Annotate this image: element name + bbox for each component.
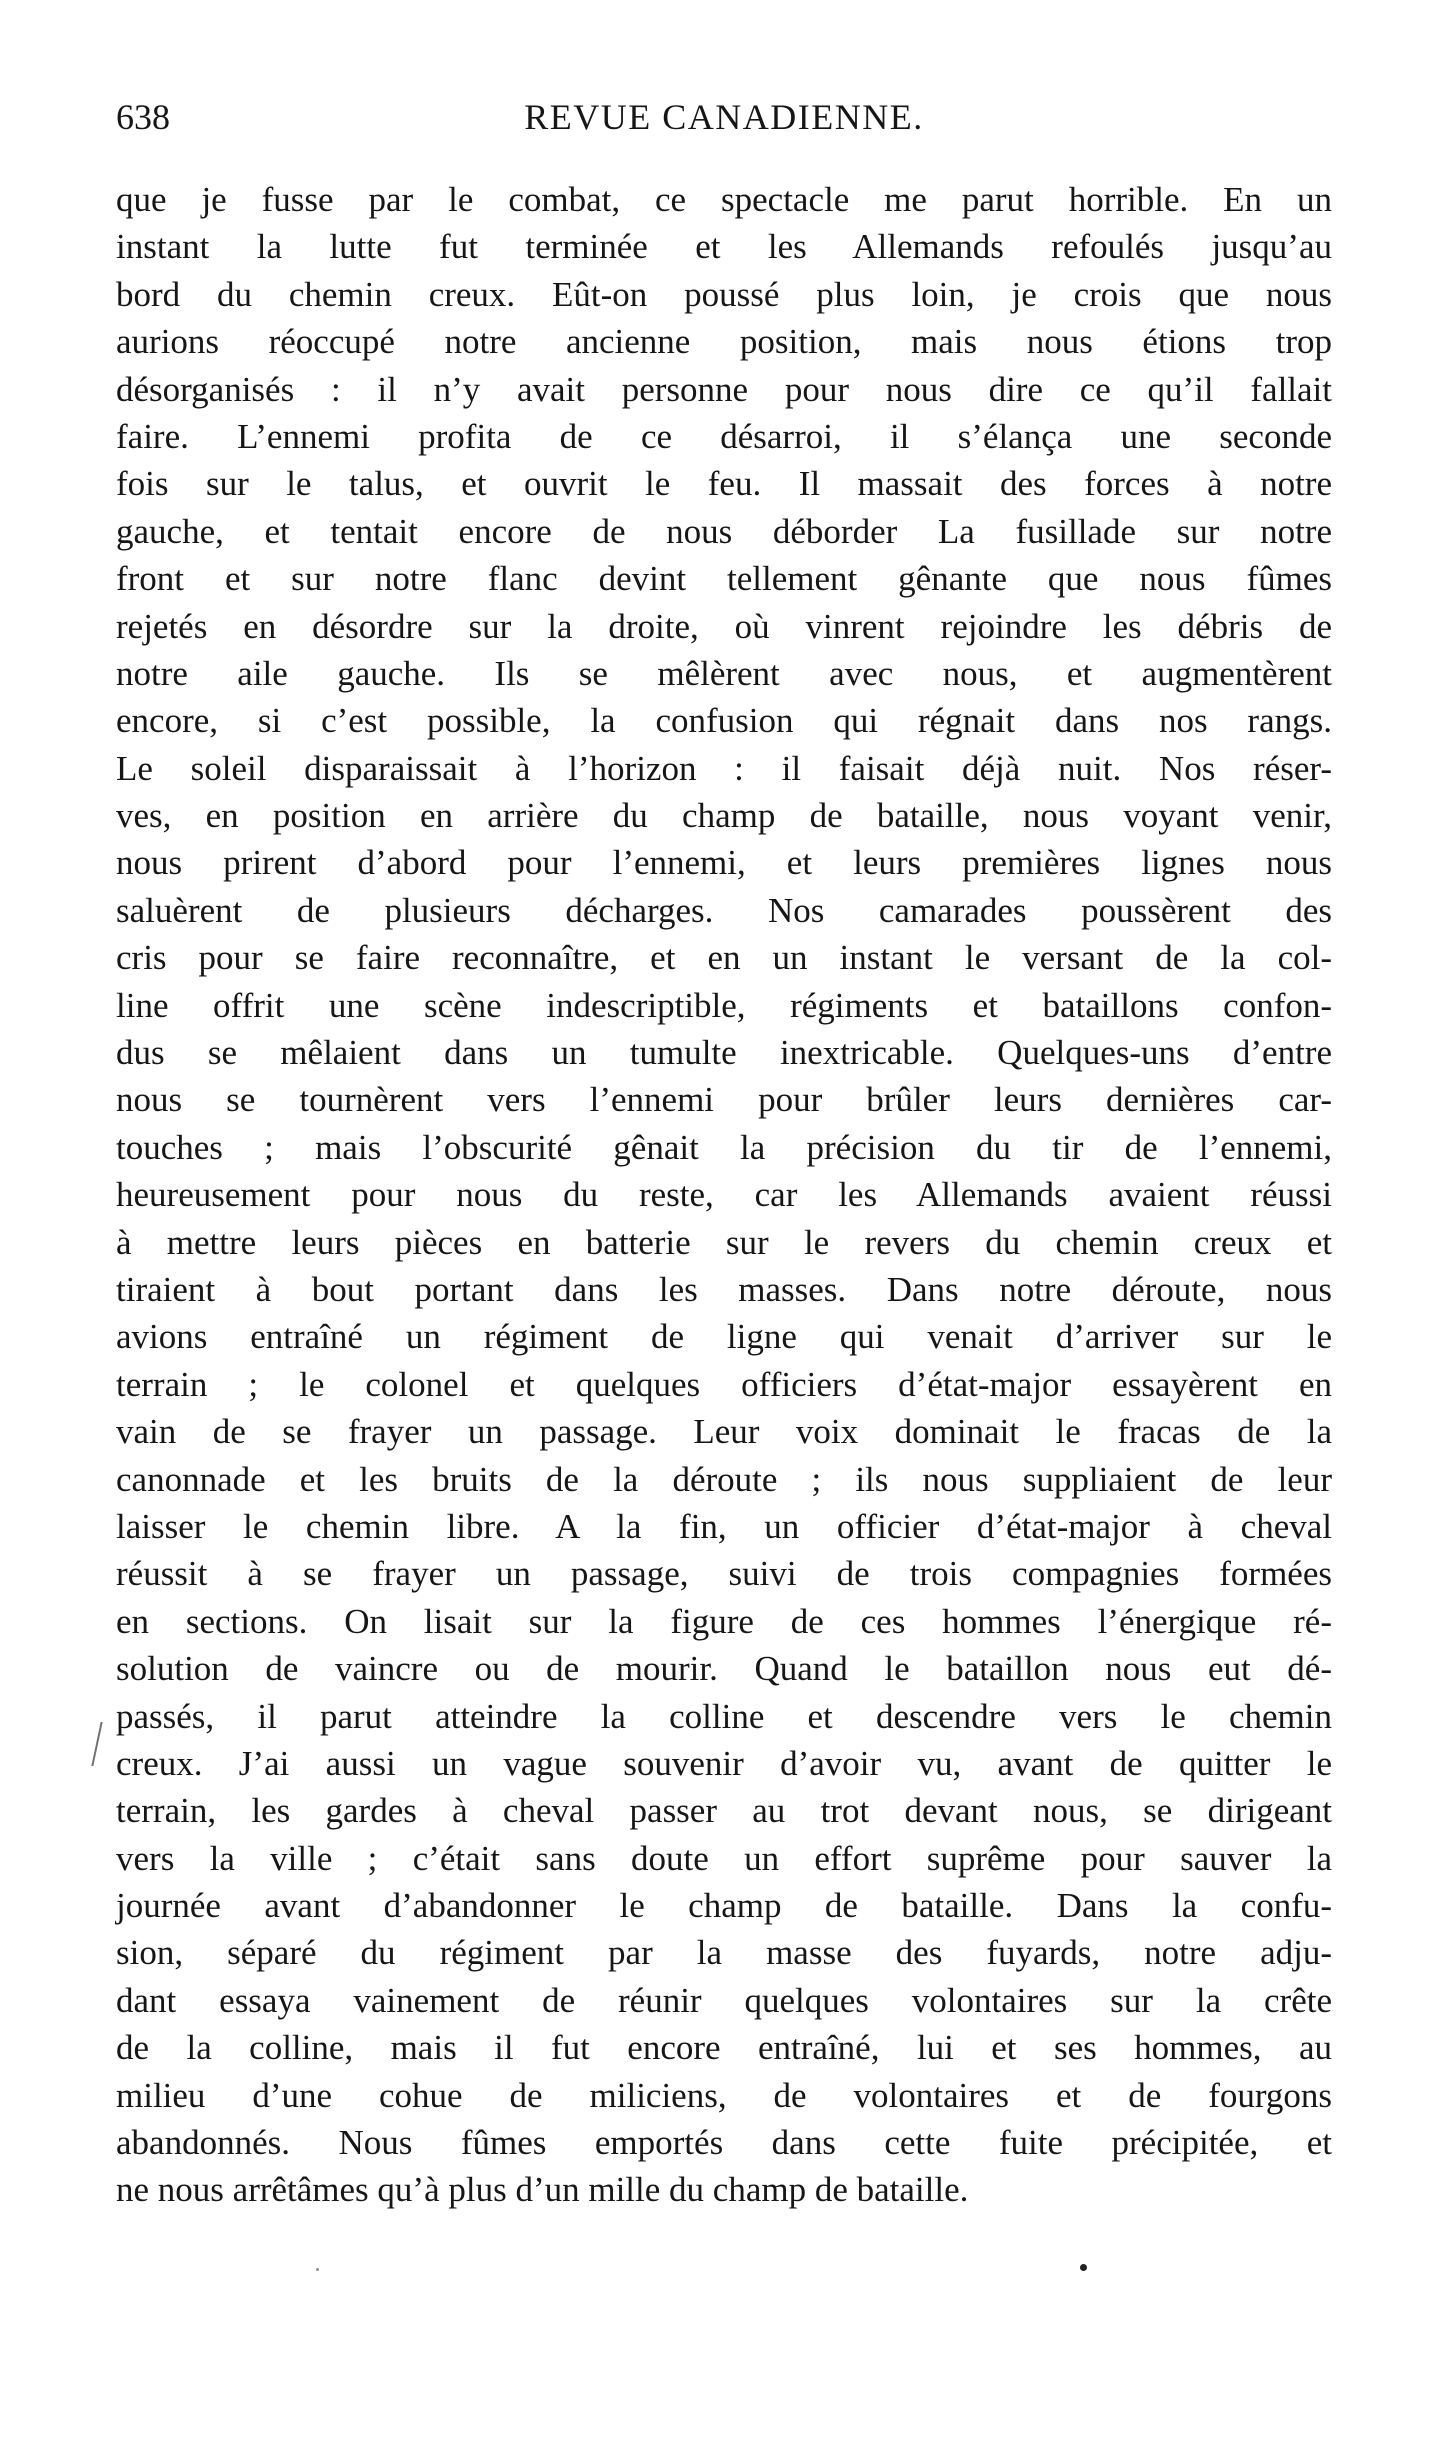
- text-line: journée avant d’abandonner le champ de bataille. Dans la confu-: [116, 1886, 1332, 1926]
- text-line: heureusement pour nous du reste, car les Allemands avaient réussi: [116, 1175, 1332, 1215]
- text-line: rejetés en désordre sur la droite, où vinrent rejoindre les débris de: [116, 606, 1332, 646]
- text-line: en sections. On lisait sur la figure de ces hommes l’énergique ré-: [116, 1601, 1332, 1641]
- text-line: saluèrent de plusieurs décharges. Nos camarades poussèrent des: [116, 890, 1332, 930]
- text-line: dant essaya vainement de réunir quelques volontaires sur la crête: [116, 1980, 1332, 2020]
- text-line: solution de vaincre ou de mourir. Quand le bataillon nous eut dé-: [116, 1649, 1332, 1689]
- text-line: ves, en position en arrière du champ de bataille, nous voyant venir,: [116, 796, 1332, 836]
- text-line: nous se tournèrent vers l’ennemi pour brûler leurs dernières car-: [116, 1080, 1332, 1120]
- text-line: sion, séparé du régiment par la masse des fuyards, notre adju-: [116, 1933, 1332, 1973]
- text-line: terrain ; le colonel et quelques officiers d’état-major essayèrent en: [116, 1364, 1332, 1404]
- running-head: [116, 92, 1332, 142]
- text-line: encore, si c’est possible, la confusion qui régnait dans nos rangs.: [116, 701, 1332, 741]
- text-line: vers la ville ; c’était sans doute un effort suprême pour sauver la: [116, 1838, 1332, 1878]
- text-line: dus se mêlaient dans un tumulte inextricable. Quelques-uns d’entre: [116, 1033, 1332, 1073]
- text-line: front et sur notre flanc devint tellement gênante que nous fûmes: [116, 559, 1332, 599]
- text-line: line offrit une scène indescriptible, régiments et bataillons confon-: [116, 985, 1332, 1025]
- text-line: désorganisés : il n’y avait personne pour nous dire ce qu’il fallait: [116, 369, 1332, 409]
- ink-speck: [1080, 2264, 1087, 2271]
- text-line: laisser le chemin libre. A la fin, un officier d’état-major à cheval: [116, 1506, 1332, 1546]
- text-line: réussit à se frayer un passage, suivi de trois compagnies formées: [116, 1554, 1332, 1594]
- text-line: instant la lutte fut terminée et les Allemands refoulés jusqu’au: [116, 227, 1332, 267]
- text-line: avions entraîné un régiment de ligne qui venait d’arriver sur le: [116, 1317, 1332, 1357]
- text-line: de la colline, mais il fut encore entraîné, lui et ses hommes, au: [116, 2028, 1332, 2068]
- text-line: abandonnés. Nous fûmes emportés dans cette fuite précipitée, et: [116, 2123, 1332, 2163]
- text-line: nous prirent d’abord pour l’ennemi, et leurs premières lignes nous: [116, 843, 1332, 883]
- text-line: bord du chemin creux. Eût-on poussé plus loin, je crois que nous: [116, 274, 1332, 314]
- text-line: terrain, les gardes à cheval passer au trot devant nous, se dirigeant: [116, 1791, 1332, 1831]
- text-line: tiraient à bout portant dans les masses. Dans notre déroute, nous: [116, 1269, 1332, 1309]
- margin-pencil-mark: [91, 1722, 112, 1766]
- text-line: faire. L’ennemi profita de ce désarroi, il s’élança une seconde: [116, 416, 1332, 456]
- page-number: 638: [116, 97, 170, 137]
- text-line: fois sur le talus, et ouvrit le feu. Il massait des forces à notre: [116, 464, 1332, 504]
- body-text: [116, 176, 1332, 2214]
- text-line: Le soleil disparaissait à l’horizon : il faisait déjà nuit. Nos réser-: [116, 748, 1332, 788]
- text-line: gauche, et tentait encore de nous déborder La fusillade sur notre: [116, 511, 1332, 551]
- text-line-final: ne nous arrêtâmes qu’à plus d’un mille du champ de bataille.: [116, 2170, 969, 2210]
- text-line: aurions réoccupé notre ancienne position, mais nous étions trop: [116, 322, 1332, 362]
- text-line: canonnade et les bruits de la déroute ; ils nous suppliaient de leur: [116, 1459, 1332, 1499]
- ink-speck: [316, 2268, 319, 2271]
- text-line: vain de se frayer un passage. Leur voix dominait le fracas de la: [116, 1412, 1332, 1452]
- text-line: notre aile gauche. Ils se mêlèrent avec nous, et augmentèrent: [116, 653, 1332, 693]
- journal-title: REVUE CANADIENNE.: [524, 97, 924, 137]
- text-line: que je fusse par le combat, ce spectacle me parut horrible. En un: [116, 180, 1332, 219]
- text-line: à mettre leurs pièces en batterie sur le revers du chemin creux et: [116, 1222, 1332, 1262]
- text-line: milieu d’une cohue de miliciens, de volontaires et de fourgons: [116, 2075, 1332, 2115]
- text-line: passés, il parut atteindre la colline et descendre vers le chemin: [116, 1696, 1332, 1736]
- text-line: touches ; mais l’obscurité gênait la précision du tir de l’ennemi,: [116, 1127, 1332, 1167]
- text-line: creux. J’ai aussi un vague souvenir d’avoir vu, avant de quitter le: [116, 1743, 1332, 1783]
- text-line: cris pour se faire reconnaître, et en un instant le versant de la col-: [116, 938, 1332, 978]
